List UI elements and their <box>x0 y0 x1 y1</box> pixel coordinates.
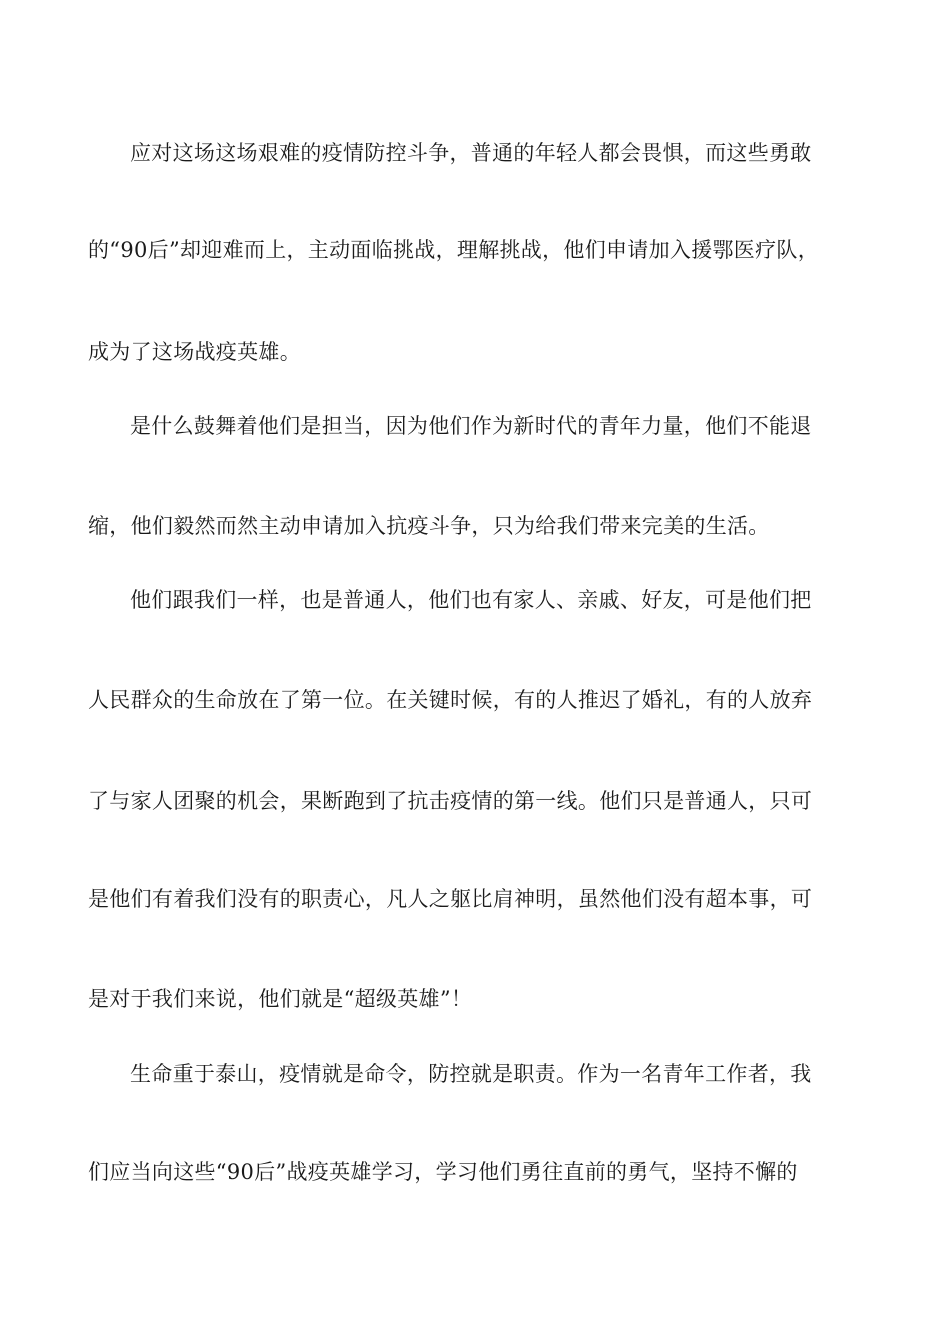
paragraph-2-line-2: 缩，他们毅然而然主动申请加入抗疫斗争，只为给我们带来完美的生活。 <box>88 514 770 538</box>
paragraph-1-line-1: 应对这场这场艰难的疫情防控斗争，普通的年轻人都会畏惧，而这些勇敢 <box>130 141 812 165</box>
paragraph-3-line-4: 是他们有着我们没有的职责心，凡人之躯比肩神明，虽然他们没有超本事，可 <box>88 887 813 911</box>
paragraph-3-line-1: 他们跟我们一样，也是普通人，他们也有家人、亲戚、好友，可是他们把 <box>130 588 812 612</box>
paragraph-1-line-3: 成为了这场战疫英雄。 <box>88 340 301 364</box>
paragraph-2-line-1: 是什么鼓舞着他们是担当，因为他们作为新时代的青年力量，他们不能退 <box>130 414 812 438</box>
paragraph-1-line-2: 的“90后”却迎难而上，主动面临挑战，理解挑战，他们申请加入援鄂医疗队， <box>88 238 819 262</box>
paragraph-3-line-2: 人民群众的生命放在了第一位。在关键时候，有的人推迟了婚礼，有的人放弃 <box>88 688 813 712</box>
paragraph-3-line-5: 是对于我们来说，他们就是“超级英雄”！ <box>88 987 473 1011</box>
paragraph-4-line-2: 们应当向这些“90后”战疫英雄学习，学习他们勇往直前的勇气，坚持不懈的 <box>88 1160 798 1184</box>
paragraph-4-line-1: 生命重于泰山，疫情就是命令，防控就是职责。作为一名青年工作者，我 <box>130 1062 812 1086</box>
paragraph-3-line-3: 了与家人团聚的机会，果断跑到了抗击疫情的第一线。他们只是普通人，只可 <box>88 789 813 813</box>
